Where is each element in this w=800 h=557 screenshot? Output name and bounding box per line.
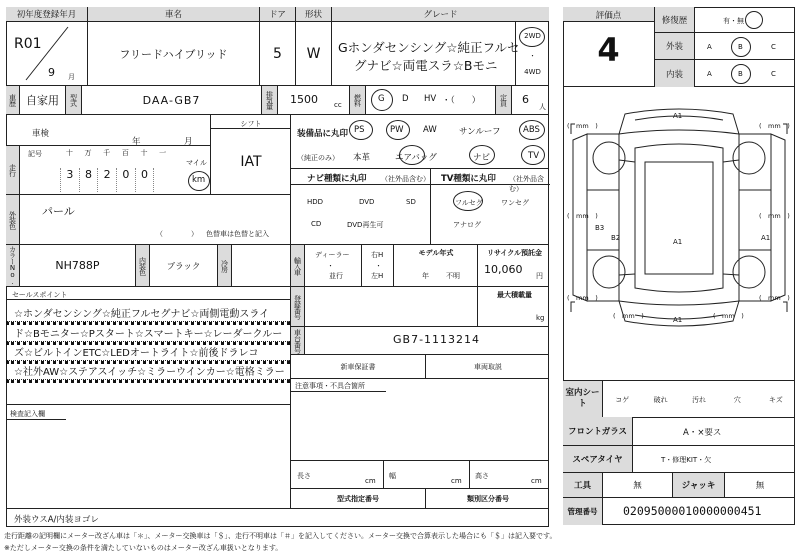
interior-seat-row: [563, 380, 795, 417]
footnote-1: 走行距離の記明欄にメーター改ざん車は「＊」、メーター交換車は「＄」、走行不明車は「＃」を記入してください。メーター交換で合算表示した場合にも「＄」は記入要です。: [4, 532, 557, 540]
sales-line-4: ☆社外AW☆ステアスイッチ☆ミラーウインカー☆電格ミラー: [14, 367, 285, 378]
use: 自家用: [20, 86, 66, 114]
sales-point-cell: [6, 286, 290, 404]
svg-text:( mm ): ( mm ): [759, 122, 790, 130]
repair-value: 有・無: [723, 17, 744, 25]
nav-cell: [291, 169, 431, 244]
repair-label: 修復歴: [655, 7, 695, 33]
row2: [6, 85, 549, 114]
seat-defect-item: 汚れ: [691, 396, 706, 404]
notes-cell: [290, 378, 549, 460]
footnote-2: ※ただしメーター交換の条件を満たしていないものはメーター改ざん車扱いとなります。: [4, 544, 283, 552]
color-label: 外装色: [6, 195, 20, 244]
score-value: 4: [597, 31, 620, 69]
damage-label: A1: [761, 234, 771, 242]
damage-label: B3: [595, 224, 605, 232]
digit-header: 千: [103, 149, 111, 157]
svg-text:( mm ): ( mm ): [567, 212, 598, 220]
score-label: 評価点: [563, 7, 654, 22]
svg-text:( mm ): ( mm ): [713, 312, 744, 320]
person-unit: 人: [539, 103, 546, 111]
score-block: [563, 7, 795, 87]
digit-header: 百: [121, 149, 129, 157]
digit-cells: [60, 160, 172, 194]
disp: 1500: [290, 93, 318, 106]
nav-dvd-play: DVD再生可: [347, 221, 384, 229]
tools-row: [563, 473, 795, 498]
sign-label: 記号: [28, 150, 42, 158]
fuel-cell: [366, 86, 496, 114]
reg-year: R01: [14, 36, 42, 52]
svg-text:( mm ): ( mm ): [759, 294, 790, 302]
width-cm: cm: [451, 477, 462, 485]
disp-label: 排気量: [262, 86, 278, 114]
disp-cell: [278, 86, 350, 114]
class-label: 類別区分番号: [467, 495, 509, 503]
inspection-year: 年: [132, 137, 141, 147]
digit-cell: 3: [60, 168, 79, 192]
equipment-cell: [290, 114, 549, 168]
recycle-unit: 円: [536, 272, 543, 280]
model-year-label: モデル年式: [418, 249, 454, 257]
svg-text:( mm ): ( mm ): [567, 122, 598, 130]
damage-label: A1: [673, 112, 683, 120]
fuel-paren: ・（ ）: [442, 96, 481, 106]
equip-navi: ナビ: [473, 153, 491, 163]
nav-sd: SD: [406, 198, 416, 206]
digit-cell: 2: [97, 168, 116, 192]
digit-header: 十: [140, 149, 148, 157]
dims-cell: [290, 460, 549, 488]
equip-leather: 本革: [353, 153, 371, 163]
inspector-cell: [6, 404, 290, 508]
spare-value: T・修理KIT・欠: [633, 446, 795, 473]
width-label: 幅: [389, 472, 396, 480]
interior-seat-label: 室内シート: [563, 381, 603, 418]
header-row: [6, 7, 549, 85]
grade-line1: Gホンダセンシング☆純正フルセ: [338, 40, 520, 55]
score-cell: [563, 7, 655, 87]
spare-label: スペアタイヤ: [563, 446, 633, 473]
digit-cell: 0: [135, 168, 154, 192]
nav-tv-cell: [290, 168, 549, 244]
bottom-note: 外装ウスA/内装ヨゴレ: [14, 515, 99, 525]
svg-text:( mm ): ( mm ): [613, 312, 644, 320]
import-dot1: ・: [327, 262, 334, 270]
equip-aw: AW: [423, 125, 437, 135]
drive-2wd: 2WD: [524, 32, 541, 40]
digit-header: 十: [65, 149, 73, 157]
digit-cell: 8: [79, 168, 98, 192]
nav-sub: （社外品含む）: [381, 175, 430, 183]
fuel-label: 燃料: [350, 86, 366, 114]
interior-color: ブラック: [150, 245, 218, 286]
max-load-label: 最大積載量: [497, 291, 532, 299]
int-grade-a: A: [707, 70, 712, 78]
color-note: 色替車は色替と記入: [206, 230, 269, 238]
chassis-label: 車台番号: [291, 327, 305, 354]
tools-value: 無: [603, 473, 673, 498]
import-lh: 左H: [371, 272, 384, 280]
grade-line2: グナビ☆両電スラ☆Bモニ: [354, 58, 498, 73]
height-cm: cm: [531, 477, 542, 485]
length-label: 長さ: [297, 472, 311, 480]
svg-text:( mm ): ( mm ): [759, 212, 790, 220]
registration-label: 登録番号: [291, 287, 305, 326]
sales-line-1: ☆ホンダセンシング☆純正フルセグナビ☆両側電動スライ: [14, 309, 270, 320]
reg-month: 9: [48, 66, 55, 79]
sales-line-3: ズ☆ビルトインETC☆LEDオートライト☆前後ドラレコ: [14, 348, 259, 359]
management-value: 02095000010000000451: [623, 504, 762, 518]
model-label: 型式: [66, 86, 82, 114]
color-value: パール: [42, 205, 75, 218]
color-no-label: カラーNo.: [6, 245, 20, 286]
kg-unit: kg: [536, 314, 545, 322]
cc-unit: cc: [334, 101, 342, 109]
color-no: NH788P: [20, 245, 136, 286]
management-label: 管理番号: [563, 498, 603, 525]
tv-title: TV種類に丸印: [441, 174, 496, 184]
shift-label: シフト: [240, 120, 262, 128]
shape-label: 形状: [296, 7, 332, 22]
drive-dot: ・: [529, 52, 536, 60]
capacity: 6: [522, 93, 529, 106]
model-year-unknown: 不明: [446, 272, 460, 280]
digit-header: 万: [84, 149, 92, 157]
notes-label: 注意事項・不具合箇所: [295, 382, 365, 390]
ext-label: 外装: [655, 33, 695, 60]
equip-sunroof: サンルーフ: [459, 127, 501, 137]
import-cell: [290, 244, 549, 286]
reg-year-label: 初年度登録年月: [6, 7, 88, 22]
model-year-year: 年: [422, 272, 429, 280]
color-paren: （ ）: [156, 230, 198, 238]
digit-headers: [60, 146, 172, 160]
ext-grade-b: B: [738, 43, 743, 51]
ext-grade-a: A: [707, 43, 712, 51]
cap-label: 定員: [496, 86, 512, 114]
car-name-label: 車名: [88, 7, 260, 22]
int-label: 内装: [655, 60, 695, 87]
tv-cell: [431, 169, 550, 244]
import-dot2: ・: [375, 262, 382, 270]
equip-sub: （純正のみ）: [297, 154, 339, 162]
month-unit: 月: [68, 73, 75, 81]
shift: IAT: [240, 154, 262, 170]
mileage-row: [6, 145, 210, 194]
shape: W: [296, 22, 332, 85]
chassis-cell: [290, 326, 549, 354]
nav-hdd: HDD: [307, 198, 324, 206]
digit-header: 一: [159, 149, 167, 157]
vehicle-manual: 車両取説: [474, 363, 502, 371]
nav-cd: CD: [311, 220, 322, 228]
import-parallel: 並行: [329, 272, 343, 280]
digit-cell: 0: [116, 168, 135, 192]
warranty-cell: [290, 354, 549, 378]
equip-label: 装備品に丸印: [297, 129, 349, 139]
tv-oneseg: ワンセグ: [501, 199, 529, 207]
tv-analog: アナログ: [453, 221, 481, 229]
sales-point-label: セールスポイント: [12, 291, 68, 299]
new-car-warranty: 新車保証書: [291, 355, 426, 378]
doors: 5: [260, 22, 296, 85]
color-row: [6, 194, 290, 244]
import-rh: 右H: [371, 251, 384, 259]
drive-4wd: 4WD: [524, 68, 541, 76]
registration-cell: [290, 286, 549, 326]
mileage-label: 走行: [6, 146, 20, 194]
use-label: 車歴: [6, 86, 20, 114]
car-name: フリードハイブリッド: [88, 22, 260, 85]
grades-cell: [655, 7, 795, 87]
seat-defect-item: コゲ: [615, 396, 630, 404]
type-spec-label: 型式指定番号: [291, 489, 426, 508]
fuel-d: D: [402, 94, 409, 104]
equip-ps: PS: [354, 125, 365, 135]
tv-fullseg: フルセグ: [455, 199, 483, 207]
door-label: ドア: [260, 7, 296, 22]
equip-tv: TV: [528, 151, 540, 161]
car-damage-diagram: [563, 100, 795, 335]
tv-sub: （社外品含む）: [509, 175, 544, 193]
fuel-hv: HV: [424, 94, 437, 104]
damage-label: A1: [673, 238, 683, 246]
jack-label: ジャッキ: [673, 473, 725, 498]
equip-abs: ABS: [523, 125, 540, 135]
nav-title: ナビ種類に丸印: [307, 174, 367, 184]
windshield-label: フロントガラス: [563, 417, 633, 446]
import-dealer: ディーラー: [315, 251, 350, 259]
shift-cell: [210, 114, 290, 194]
fuel-g: G: [378, 94, 385, 104]
seat-defect-item: キズ: [768, 396, 783, 404]
interior-label: 内装色: [136, 245, 150, 286]
recycle-label: リサイクル預託金: [486, 249, 543, 257]
inspector-label: 検査記入欄: [10, 410, 45, 418]
grade-label: グレード: [332, 7, 549, 22]
management-row: [563, 498, 795, 525]
chassis-value: GB7-1113214: [393, 333, 481, 346]
length-cm: cm: [365, 477, 376, 485]
int-grade-c: C: [771, 70, 776, 78]
import-label: 輸入車: [291, 245, 305, 286]
int-grade-b: B: [738, 70, 743, 78]
grade-cell: [332, 22, 520, 85]
digit-cell: [153, 168, 172, 192]
windshield-row: [563, 417, 795, 446]
height-label: 高さ: [475, 472, 489, 480]
sales-line-2: ド☆Bモニター☆Pスタート☆スマートキー☆レーダークルー: [14, 329, 283, 340]
seat-defect-item: 破れ: [653, 396, 668, 404]
km-unit: km: [192, 175, 206, 185]
ac-label: 冷房: [218, 245, 232, 286]
inspection-month: 月: [184, 137, 193, 147]
spare-row: [563, 446, 795, 473]
drive-cell: [516, 22, 549, 85]
damage-label: B2: [611, 234, 621, 242]
diagonal-divider: [6, 22, 88, 85]
color-no-row: [6, 244, 290, 286]
inspection-label: 車検: [32, 129, 50, 139]
cap-cell: [512, 86, 549, 114]
damage-label: A1: [673, 316, 683, 324]
model: DAA-GB7: [82, 86, 262, 114]
seat-items: [603, 381, 795, 418]
jack-value: 無: [725, 473, 795, 498]
ext-grade-c: C: [771, 43, 776, 51]
windshield-value: A・×要ス: [633, 417, 795, 446]
recycle-value: 10,060: [484, 263, 523, 276]
svg-text:( mm ): ( mm ): [567, 294, 598, 302]
nav-dvd: DVD: [359, 198, 375, 206]
bottom-note-row: [6, 508, 549, 527]
reg-date-cell: [6, 22, 88, 85]
tools-label: 工具: [563, 473, 603, 498]
seat-defect-item: 穴: [733, 396, 741, 404]
mile-label: マイル: [186, 159, 207, 167]
type-no-cell: [290, 488, 549, 508]
equip-airbag: エアバッグ: [395, 153, 437, 163]
equip-pw: PW: [390, 125, 404, 135]
